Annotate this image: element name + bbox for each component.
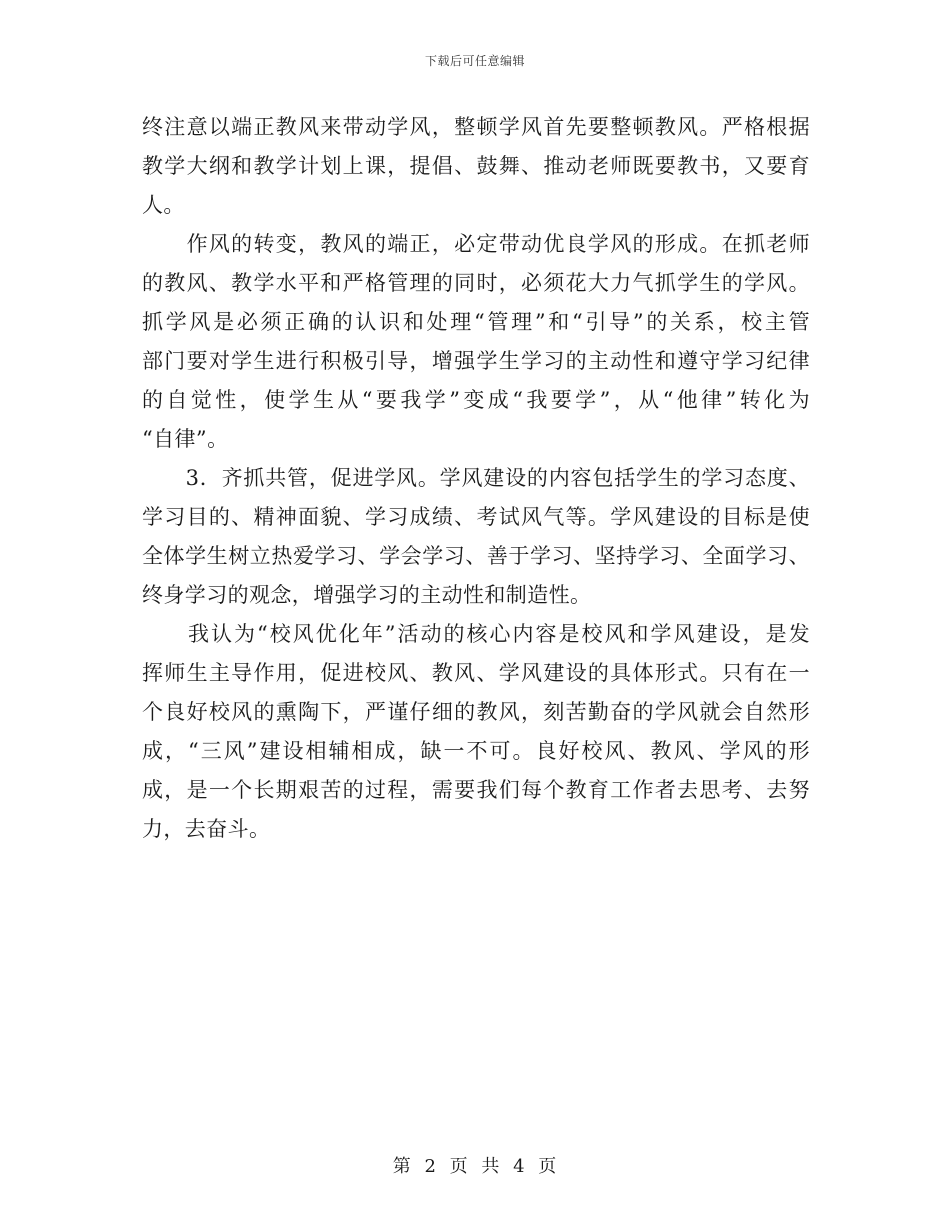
text-line: 终注意以端正教风来带动学风，整顿学风首先要整顿教风。严格根据	[142, 115, 810, 139]
text-line: 全体学生树立热爱学习、学会学习、善于学习、坚持学习、全面学习、	[142, 544, 810, 568]
text-line: 力，去奋斗。	[142, 817, 271, 841]
text-line: 的教风、教学水平和严格管理的同时，必须花大力气抓学生的学风。	[142, 271, 810, 295]
page-header: 下载后可任意编辑	[424, 54, 525, 68]
text-line: 的自觉性，使学生从“要我学”变成“我要学”，从“他律”转化为	[142, 388, 810, 412]
text-line: 部门要对学生进行积极引导，增强学生学习的主动性和遵守学习纪律	[142, 349, 810, 373]
text-line: 个良好校风的熏陶下，严谨仔细的教风，刻苦勤奋的学风就会自然形	[142, 700, 810, 724]
text-line: 我认为“校风优化年”活动的核心内容是校风和学风建设，是发	[142, 622, 810, 646]
text-line: 挥师生主导作用，促进校风、教风、学风建设的具体形式。只有在一	[142, 661, 810, 685]
text-line: 抓学风是必须正确的认识和处理“管理”和“引导”的关系，校主管	[142, 310, 810, 334]
text-line: 教学大纲和教学计划上课，提倡、鼓舞、推动老师既要教书，又要育	[142, 154, 810, 178]
page-number-footer: 第 2 页 共 4 页	[392, 1156, 558, 1177]
document-body	[142, 108, 810, 849]
text-line: “自律”。	[142, 427, 229, 451]
text-line: 终身学习的观念，增强学习的主动性和制造性。	[142, 583, 592, 607]
text-line: 3．齐抓共管，促进学风。学风建设的内容包括学生的学习态度、	[142, 466, 810, 490]
text-line: 人。	[142, 193, 185, 217]
text-line: 作风的转变，教风的端正，必定带动优良学风的形成。在抓老师	[142, 232, 810, 256]
text-line: 成，是一个长期艰苦的过程，需要我们每个教育工作者去思考、去努	[142, 778, 810, 802]
text-line: 学习目的、精神面貌、学习成绩、考试风气等。学风建设的目标是使	[142, 505, 810, 529]
text-line: 成，“三风”建设相辅相成，缺一不可。良好校风、教风、学风的形	[142, 739, 810, 763]
